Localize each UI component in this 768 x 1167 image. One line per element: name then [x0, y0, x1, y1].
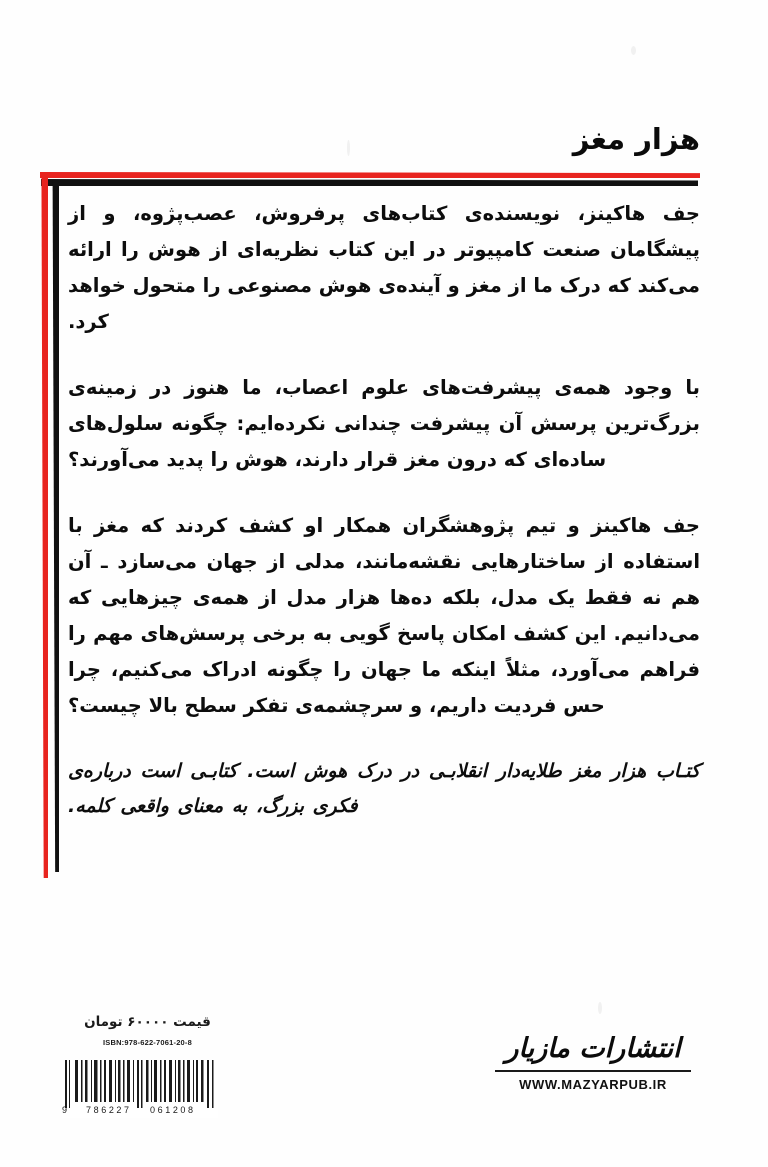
publisher-url: WWW.MAZYARPUB.IR: [519, 1077, 667, 1092]
left-rule-black: [51, 180, 59, 872]
barcode-bars: [62, 1060, 218, 1108]
blurb-paragraph-2: با وجود همه‌ی پیشرفت‌های علوم اعصاب، ما هنوز در زمینه‌ی بزرگ‌ترین پرسش آن پیشرفت چندانی نکرده‌ایم: چگونه سلول‌های ساده‌ای که درون مغز قرار دارند، هوش را پدید می‌آورند؟: [68, 376, 700, 471]
top-rule-black: [41, 179, 698, 186]
blurb-paragraph-4: کتـاب هزار مغز طلایه‌دار انقلابـی در درک هوش است. کتابـی است درباره‌ی فکری بزرگ، به معنای واقعی کلمه.: [68, 760, 700, 817]
scan-artifact: [347, 140, 350, 156]
top-rule-decoration: [40, 172, 700, 179]
publisher-block: [478, 1032, 708, 1092]
publisher-divider: [495, 1070, 691, 1072]
scan-artifact: [598, 1002, 602, 1014]
price-label: قیمت ۶۰۰۰۰ تومان: [84, 1014, 211, 1030]
price-isbn-block: [60, 1014, 235, 1047]
top-rule-red: [40, 172, 700, 178]
barcode: [62, 1060, 218, 1118]
scan-artifact: [631, 46, 636, 55]
left-rule-red: [40, 173, 48, 878]
page-title: هزار مغز: [572, 122, 700, 156]
barcode-digits: [62, 1105, 218, 1118]
isbn-label: ISBN:978-622-7061-20-8: [102, 1038, 193, 1047]
barcode-digits-right: 061208: [150, 1105, 196, 1115]
blurb-paragraph-3: جف هاکینز و تیم پژوهشگران همکار او کشف کردند که مغز با استفاده از ساختارهایی نقشه‌مانند، مدلی از جهان می‌سازد ـ آن هم نه فقط یک مدل، بلکه ده‌ها هزار مدل از همه‌ی چیزهایی که می‌دانیم. این کشف امکان پاسخ گویی به برخی پرسش‌های مهم را فراهم می‌آورد، مثلاً اینکه ما جهان را چگونه ادراک می‌کنیم، چرا حس فردیت داریم، و سرچشمه‌ی تفکر سطح بالا چیست؟: [68, 514, 700, 717]
barcode-digit-first: 9: [62, 1105, 68, 1115]
blurb-paragraph-1: جف هاکینز، نویسنده‌ی کتاب‌های پرفروش، عصب‌پژوه، و از پیشگامان صنعت کامپیوتر در این کتاب نظریه‌ای از هوش را ارائه می‌کند که درک ما از مغز و آینده‌ی هوش مصنوعی را متحول خواهد کرد.: [68, 202, 700, 333]
blurb-text-block: [68, 196, 700, 854]
publisher-logo-text: انتشارات مازیار: [505, 1033, 681, 1064]
barcode-digits-left: 786227: [86, 1105, 132, 1115]
